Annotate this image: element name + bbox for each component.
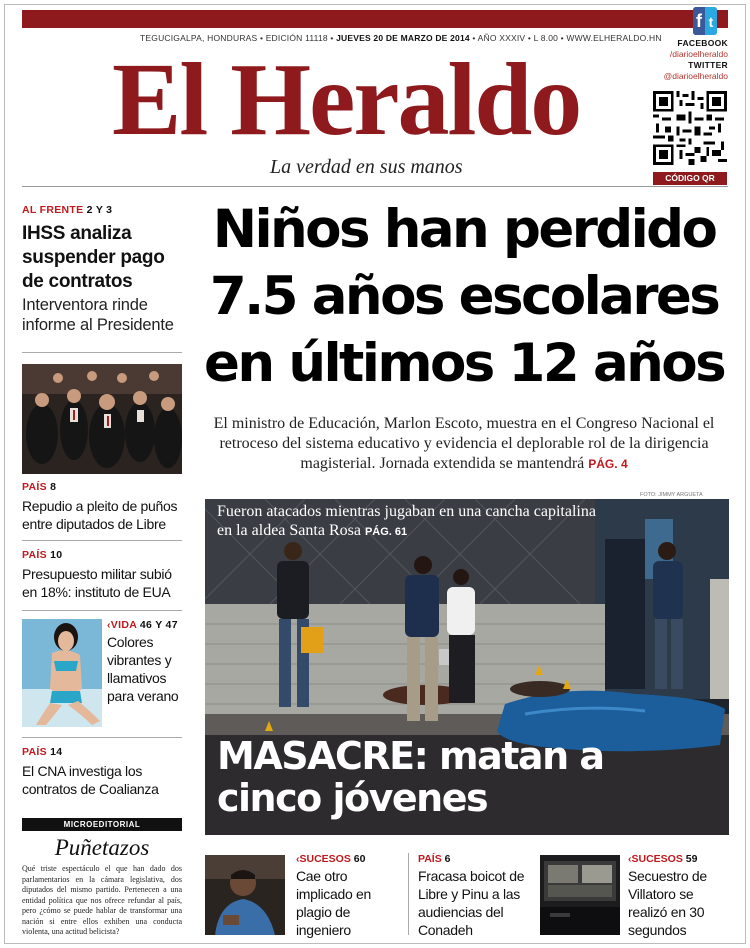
cctv-photo[interactable] [540, 855, 620, 935]
left-story-presupuesto[interactable] [22, 549, 182, 601]
model-photo[interactable] [22, 619, 102, 727]
section-label: AL FRENTE 2 Y 3 [22, 204, 113, 216]
left-story-cna[interactable] [22, 746, 182, 798]
bottom-story-plagio[interactable] [296, 853, 396, 939]
bottom-story-secuestro[interactable] [628, 853, 728, 939]
story-headline[interactable]: Secuestro de Villatoro se realizó en 30 segundos [628, 868, 707, 938]
masthead-top-bar [22, 10, 728, 28]
twitter-handle[interactable]: @diarioelheraldo [663, 71, 728, 81]
facebook-block [628, 38, 728, 60]
column-divider [22, 610, 182, 611]
main-deck [200, 414, 728, 474]
section-label: PAÍS 14 [22, 746, 63, 758]
story-headline[interactable]: Cae otro implicado en plagio de ingeniero [296, 868, 371, 938]
main-deck-text: El ministro de Educación, Marlon Escoto, muestra en el Congreso Nacional el retroceso del sistema educativo y evidencia el deplorable rol de la dirigencia magisterial. Jornada extendida se mantendrá [213, 415, 715, 472]
dateline-location: TEGUCIGALPA, HONDURAS • EDICIÓN 11118 • [140, 33, 334, 43]
bottom-story-boicot[interactable] [418, 853, 530, 939]
facebook-icon: f [693, 7, 705, 35]
story-headline[interactable]: Repudio a pleito de puños entre diputados de Libre [22, 498, 178, 532]
story-headline[interactable]: IHSS analiza suspender pago de contratos [22, 223, 165, 292]
photo-caption-text: Fueron atacados mientras jugaban en una cancha capitalina en la aldea Santa Rosa [217, 503, 596, 539]
left-story-vida[interactable] [107, 619, 185, 705]
column-divider [22, 352, 182, 353]
dateline-details: • AÑO XXXIV • L 8.00 • WWW.ELHERALDO.HN [472, 33, 662, 43]
microeditorial-label: MICROEDITORIAL [22, 818, 182, 831]
newspaper-logo[interactable]: El Heraldo [112, 42, 581, 157]
qr-code-label: CÓDIGO QR [653, 172, 727, 185]
section-label: PAÍS 6 [418, 853, 451, 865]
microeditorial-body: Qué triste espectáculo el que han dado dos parlamentarios en la cámara legislativa, dos diputados del mismo partido. Pertenecen a una entidad política que nos ofrece refundar al país, pero ¿cómo se puede hablar de transformar una nación si entre ellos exhiben una conducta violenta, una actitud belicista? [22, 864, 182, 936]
twitter-label: TWITTER [688, 60, 728, 70]
story-headline[interactable]: Colores vibrantes y llamativos para verano [107, 634, 179, 704]
microeditorial-title[interactable]: Puñetazos [54, 835, 150, 860]
section-label: ‹SUCESOS 60 [296, 853, 366, 865]
photo-caption-page: PÁG. 61 [364, 526, 408, 538]
photo-caption [217, 502, 597, 542]
facebook-label: FACEBOOK [677, 38, 728, 48]
story-deck: Interventora rinde informe al Presidente [22, 296, 174, 334]
story-headline[interactable]: El CNA investiga los contratos de Coalianza [22, 763, 159, 797]
section-label: ‹SUCESOS 59 [628, 853, 698, 865]
congress-photo[interactable] [22, 364, 182, 474]
social-icons[interactable] [693, 7, 717, 35]
facebook-handle[interactable]: /diarioelheraldo [669, 49, 728, 59]
suspect-photo[interactable] [205, 855, 285, 935]
twitter-icon: t [705, 7, 717, 35]
section-label: PAÍS 10 [22, 549, 63, 561]
masthead-divider [22, 186, 728, 187]
qr-code-icon[interactable] [653, 91, 727, 165]
bottom-divider [408, 853, 409, 935]
dateline-date: JUEVES 20 DE MARZO DE 2014 [336, 33, 470, 43]
left-story-pleito[interactable] [22, 481, 182, 533]
main-headline[interactable]: Niños han perdido 7.5 años escolares en últimos 12 años [203, 199, 725, 394]
section-label: ‹VIDA 46 Y 47 [107, 619, 178, 631]
story-headline[interactable]: Fracasa boicot de Libre y Pinu a las audiencias del Conadeh [418, 868, 525, 938]
column-divider [22, 737, 182, 738]
story-headline[interactable]: Presupuesto militar subió en 18%: instituto de EUA [22, 566, 172, 600]
photo-credit: FOTO: JIMMY ARGUETA [640, 492, 703, 498]
twitter-block [628, 60, 728, 82]
section-label: PAÍS 8 [22, 481, 57, 493]
main-deck-page: PÁG. 4 [588, 457, 628, 471]
photo-headline[interactable]: MASACRE: matan a cinco jóvenes [217, 734, 604, 820]
main-photo[interactable] [205, 499, 729, 835]
column-divider [22, 540, 182, 541]
tagline: La verdad en sus manos [270, 156, 463, 178]
left-story-ihss[interactable] [22, 204, 182, 335]
